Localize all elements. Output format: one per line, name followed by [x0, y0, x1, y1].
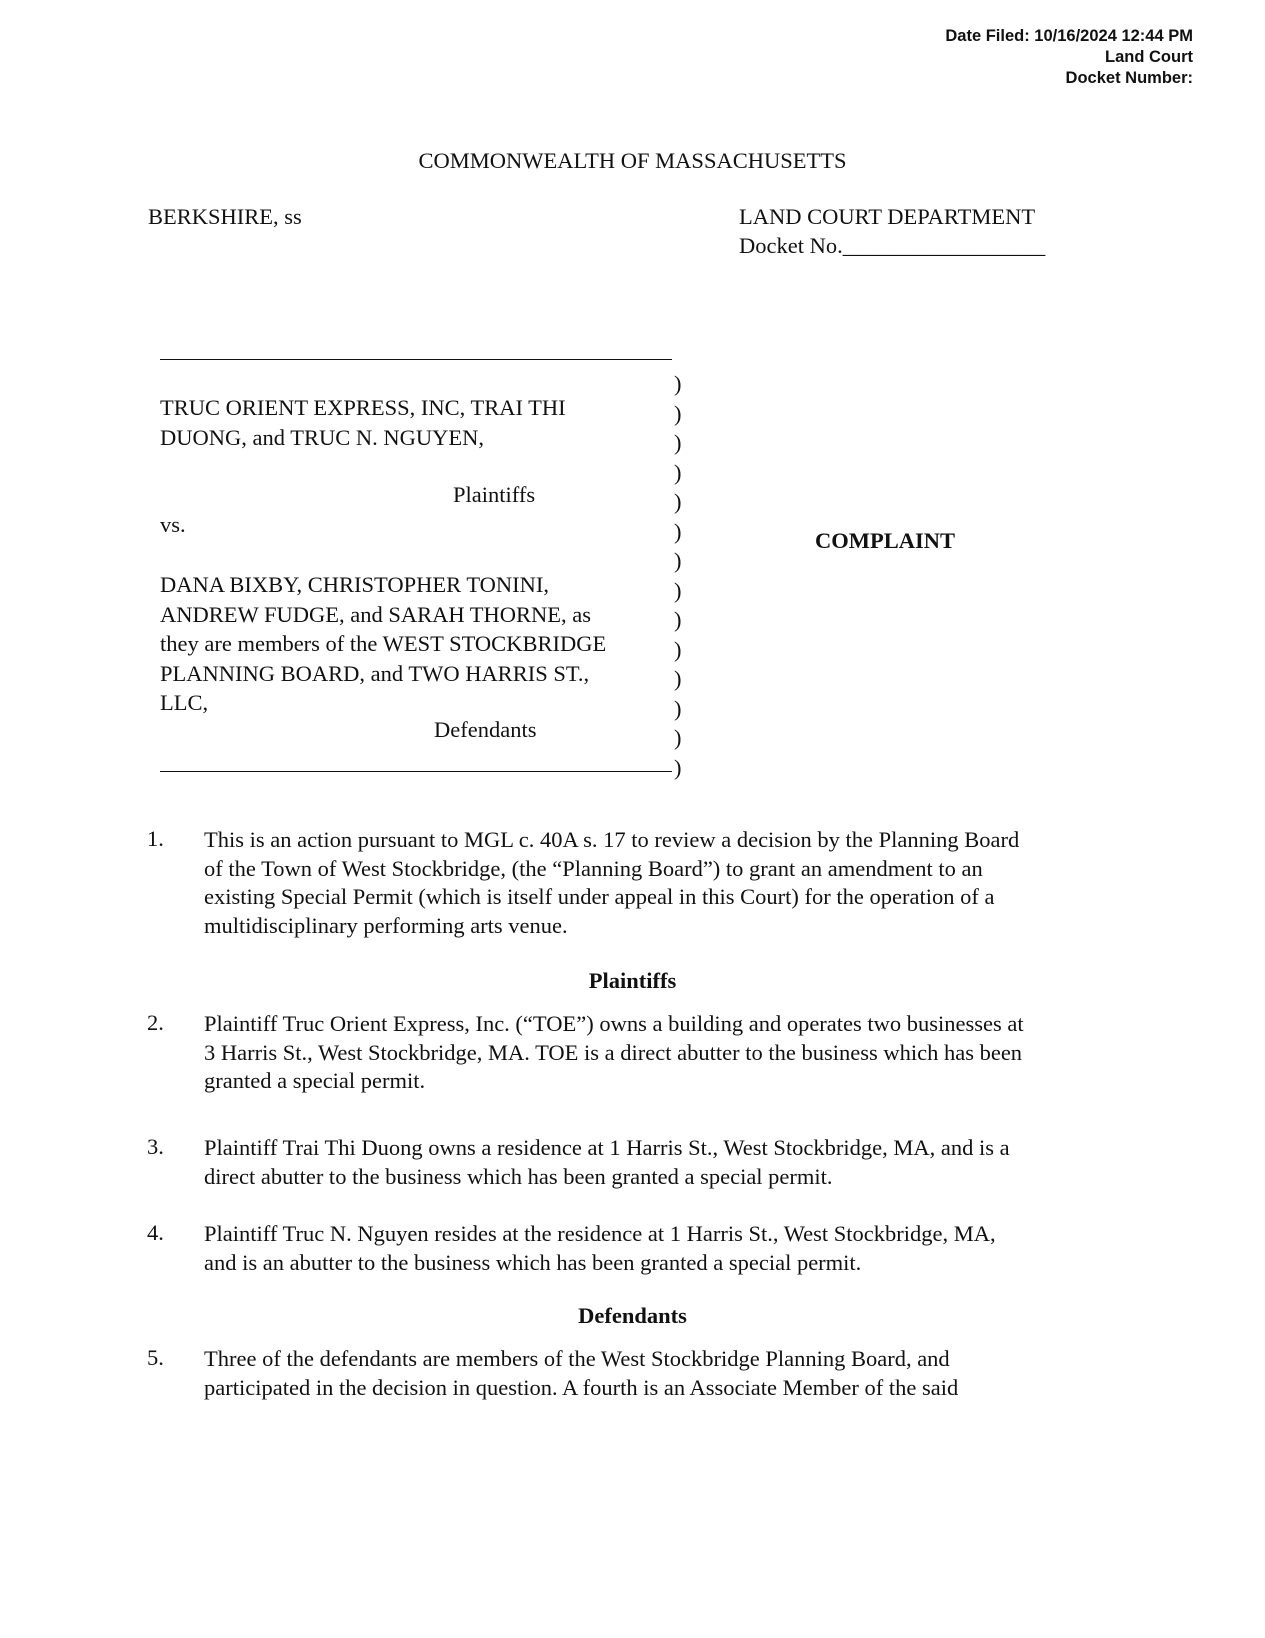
paragraph-line: existing Special Permit (which is itself under appeal in this Court) for the operation of a: [204, 884, 995, 909]
caption-paren: ): [674, 400, 682, 426]
caption-paren: ): [674, 459, 682, 485]
caption-paren: ): [674, 666, 682, 691]
caption-paren: ): [674, 518, 682, 544]
paragraph-line: multidisciplinary performing arts venue.: [204, 912, 568, 938]
caption-paren: ): [674, 489, 682, 514]
defendants-label: Defendants: [434, 717, 537, 742]
date-filed: Date Filed: 10/16/2024 12:44 PM: [945, 27, 1193, 45]
paragraph-line: and is an abutter to the business which has been granted a special permit.: [204, 1249, 862, 1275]
paragraph-number: 5.: [147, 1345, 164, 1370]
plaintiffs-name-line: DUONG, and TRUC N. NGUYEN,: [160, 424, 484, 450]
caption-paren: ): [674, 725, 682, 750]
paragraph-line: Plaintiff Truc Orient Express, Inc. (“TOE”) owns a building and operates two businesses at: [204, 1011, 1024, 1036]
docket-no-line: Docket No.__________________: [739, 233, 1046, 258]
caption-paren: ): [674, 371, 682, 396]
department-label: LAND COURT DEPARTMENT: [739, 204, 1036, 229]
paragraph-1: [204, 826, 1114, 940]
caption-paren-column: [674, 369, 682, 782]
paragraph-line: Plaintiff Truc N. Nguyen resides at the residence at 1 Harris St., West Stockbridge, MA,: [204, 1221, 996, 1246]
paragraph-line: of the Town of West Stockbridge, (the “Planning Board”) to grant an amendment to an: [204, 855, 983, 881]
court-name: Land Court: [1105, 48, 1193, 66]
caption-paren: ): [674, 636, 682, 662]
paragraph-line: direct abutter to the business which has been granted a special permit.: [204, 1163, 833, 1189]
paragraph-number: 2.: [147, 1010, 164, 1035]
paragraph-line: Three of the defendants are members of the West Stockbridge Planning Board, and: [204, 1346, 950, 1371]
filing-stamp: [945, 26, 1193, 89]
paragraph-line: 3 Harris St., West Stockbridge, MA. TOE is a direct abutter to the business which has been: [204, 1039, 1023, 1065]
defendants-name-line: they are members of the WEST STOCKBRIDGE: [160, 631, 607, 656]
paragraph-number: 4.: [147, 1220, 164, 1245]
section-heading-plaintiffs: Plaintiffs: [588, 968, 677, 993]
paragraph-number: 1.: [147, 826, 164, 851]
defendants-name-line: LLC,: [160, 690, 209, 715]
caption-paren: ): [674, 577, 682, 603]
caption-paren: ): [674, 695, 682, 721]
paragraph-5: [204, 1345, 1114, 1402]
caption-paren: ): [674, 548, 682, 573]
plaintiffs-name-line: TRUC ORIENT EXPRESS, INC, TRAI THI: [160, 395, 566, 420]
plaintiffs-names: [160, 393, 566, 452]
plaintiffs-label: Plaintiffs: [453, 482, 536, 507]
county-label: BERKSHIRE, ss: [148, 204, 302, 229]
defendants-names: [160, 570, 606, 718]
paragraph-line: Plaintiff Trai Thi Duong owns a residence at 1 Harris St., West Stockbridge, MA, and is a: [204, 1135, 1010, 1160]
caption-paren: ): [674, 754, 682, 780]
paragraph-3: [204, 1134, 1114, 1191]
paragraph-4: [204, 1220, 1114, 1277]
commonwealth-heading: COMMONWEALTH OF MASSACHUSETTS: [418, 148, 847, 173]
caption-paren: ): [674, 607, 682, 632]
caption-top-rule: [160, 359, 672, 360]
paragraph-line: granted a special permit.: [204, 1068, 426, 1093]
caption-paren: ): [674, 430, 682, 455]
paragraph-number: 3.: [147, 1134, 164, 1159]
paragraph-line: This is an action pursuant to MGL c. 40A s. 17 to review a decision by the Planning Board: [204, 827, 1020, 852]
caption-bottom-rule: [160, 771, 672, 772]
defendants-name-line: ANDREW FUDGE, and SARAH THORNE, as: [160, 601, 592, 627]
document-title: COMPLAINT: [815, 528, 955, 553]
paragraph-line: participated in the decision in question. A fourth is an Associate Member of the said: [204, 1374, 959, 1400]
versus-label: vs.: [160, 512, 186, 537]
defendants-name-line: PLANNING BOARD, and TWO HARRIS ST.,: [160, 660, 590, 686]
defendants-name-line: DANA BIXBY, CHRISTOPHER TONINI,: [160, 572, 550, 597]
docket-number-label: Docket Number:: [1065, 69, 1193, 87]
section-heading-defendants: Defendants: [578, 1303, 687, 1328]
paragraph-2: [204, 1010, 1114, 1096]
